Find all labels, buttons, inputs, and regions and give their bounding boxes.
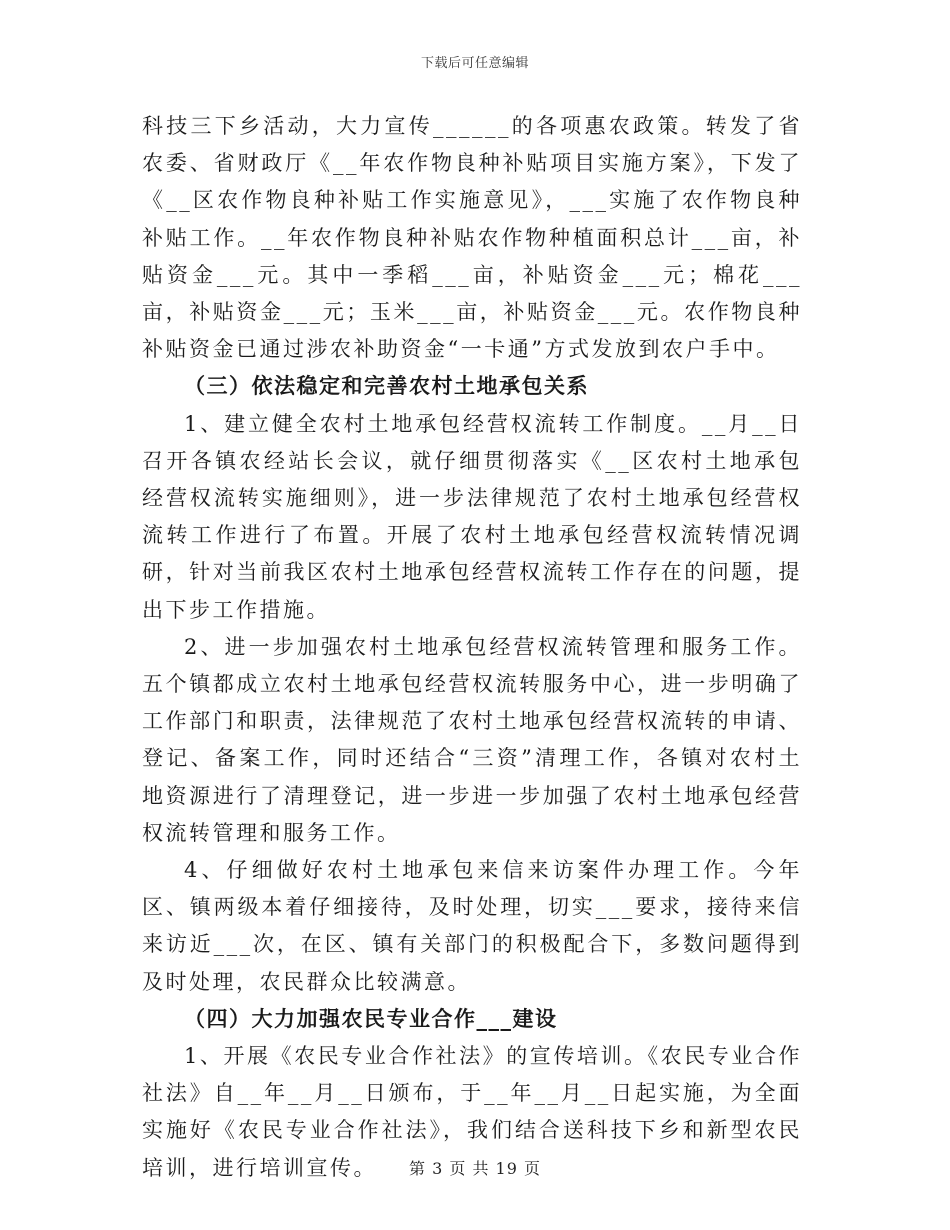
paragraph-cooperative-law: 1、开展《农民专业合作社法》的宣传培训。《农民专业合作社法》自__年__月__日颁布，于__年__月__日起实施，为全面实施好《农民专业合作社法》，我们结合送科技下乡和新型农民培训，进行培训宣传。 — [142, 1044, 802, 1180]
paragraph-item-2: 2、进一步加强农村土地承包经营权流转管理和服务工作。五个镇都成立农村土地承包经营权流转服务中心，进一步明确了工作部门和职责，法律规范了农村土地承包经营权流转的申请、登记、备案工作，同时还结合“三资”清理工作，各镇对农村土地资源进行了清理登记，进一步进一步加强了农村土地承包经营权流转管理和服务工作。 — [142, 634, 802, 845]
paragraph-item-4: 4、仔细做好农村土地承包来信来访案件办理工作。今年区、镇两级本着仔细接待，及时处理，切实___要求，接待来信来访近___次，在区、镇有关部门的积极配合下，多数问题得到及时处理，农民群众比较满意。 — [142, 858, 802, 994]
paragraph-item-1: 1、建立健全农村土地承包经营权流转工作制度。__月__日召开各镇农经站长会议，就仔细贯彻落实《__区农村土地承包经营权流转实施细则》，进一步法律规范了农村土地承包经营权流转工作进行了布置。开展了农村土地承包经营权流转情况调研，针对当前我区农村土地承包经营权流转工作存在的问题，提出下步工作措施。 — [142, 411, 802, 622]
document-body — [142, 108, 802, 1187]
section-heading-4: （四）大力加强农民专业合作___建设 — [184, 1006, 558, 1031]
page-number: 第 3 页 共 19 页 — [409, 1159, 541, 1178]
section-heading-3: （三）依法稳定和完善农村土地承包关系 — [184, 374, 589, 399]
paragraph-policy-subsidy: 科技三下乡活动，大力宣传______的各项惠农政策。转发了省农委、省财政厅《__年农作物良种补贴项目实施方案》，下发了《__区农作物良种补贴工作实施意见》，___实施了农作物良种补贴工作。__年农作物良种补贴农作物种植面积总计___亩，补贴资金___元。其中一季稻___亩，补贴资金___元；棉花___亩，补贴资金___元；玉米___亩，补贴资金___元。农作物良种补贴资金已通过涉农补助资金“一卡通”方式发放到农户手中。 — [142, 114, 802, 362]
page-header-note: 下载后可任意编辑 — [420, 56, 529, 71]
